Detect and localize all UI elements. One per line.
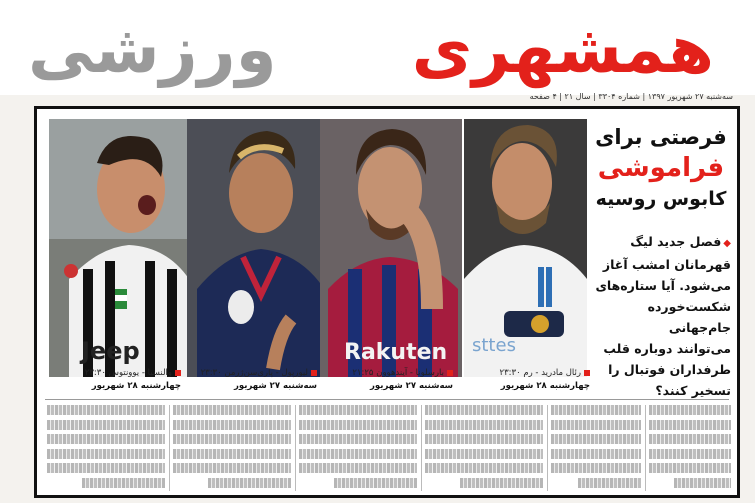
lede-paragraph: [587, 231, 735, 401]
body-column: [425, 405, 543, 491]
logo-hamshahri-block: [252, 11, 732, 88]
photo-player-barcelona: [320, 119, 462, 377]
photo-player-juventus: [49, 119, 197, 377]
caption-match-2: [189, 367, 317, 399]
section-divider: [45, 399, 729, 400]
lede-line: تسخیر کنند؟: [655, 383, 731, 398]
caption-fixture: والنسیا - یوونتوس ۲۳:۳۰: [84, 368, 172, 378]
lede-line: می‌شود. آیا ستاره‌های: [595, 278, 731, 293]
column-divider: [645, 405, 646, 491]
logo-hamshahri: همشهری: [411, 11, 714, 88]
body-column: [47, 405, 165, 491]
lede-line: می‌توانند دوباره قلب: [603, 341, 731, 356]
caption-match-4: [462, 367, 590, 399]
front-page-frame: [34, 106, 740, 498]
caption-fixture: رئال مادرید - رم ۲۳:۳۰: [499, 368, 581, 378]
bullet-icon: ◆: [723, 238, 731, 249]
caption-match-1: [53, 367, 181, 399]
headline-line-2: فراموشی: [597, 153, 725, 183]
logo-varzeshi: ورزشی: [28, 11, 277, 88]
svg-text:Jeep: Jeep: [81, 337, 140, 365]
lede-line: قهرمانان امشب آغاز: [602, 257, 731, 272]
caption-date: سه‌شنبه ۲۷ شهریور: [234, 381, 317, 391]
lede-line: طرفداران فوتبال را: [608, 362, 731, 377]
headline-line-1: فرصتی برای: [595, 125, 727, 149]
body-text-columns: [47, 405, 727, 493]
lede-line: فصل جدید لیگ: [630, 234, 722, 249]
photo-player-real-madrid: [464, 119, 587, 377]
body-column: [649, 405, 731, 491]
column-divider: [421, 405, 422, 491]
svg-text:sttes: sttes: [472, 335, 516, 356]
headline: [587, 123, 735, 213]
svg-text:Rakuten: Rakuten: [344, 340, 448, 365]
caption-date: سه‌شنبه ۲۷ شهریور: [370, 381, 453, 391]
caption-fixture: لیورپول - پاری‌سن‌ژرمن ۲۳:۳۰: [200, 368, 308, 378]
caption-fixture: بارسلونا - آیندهوون ۲۱:۲۵: [352, 368, 444, 378]
column-divider: [169, 405, 170, 491]
photo-player-psg: [187, 119, 327, 377]
bullet-icon: [447, 370, 453, 376]
body-column: [551, 405, 641, 491]
body-column: [299, 405, 417, 491]
caption-date: چهارشنبه ۲۸ شهریور: [500, 381, 590, 391]
masthead: [0, 0, 755, 95]
body-column: [173, 405, 291, 491]
caption-match-3: [325, 367, 453, 399]
lede-line: شکست‌خورده جام‌جهانی: [647, 299, 731, 335]
bullet-icon: [175, 370, 181, 376]
dateline: سه‌شنبه ۲۷ شهریور ۱۳۹۷ | شماره ۳۳۰۴ | سال ۲۱ | ۴ صفحه: [529, 92, 733, 101]
column-divider: [295, 405, 296, 491]
column-divider: [547, 405, 548, 491]
headline-line-3: کابوس روسیه: [595, 188, 727, 210]
caption-date: چهارشنبه ۲۸ شهریور: [91, 381, 181, 391]
bullet-icon: [311, 370, 317, 376]
